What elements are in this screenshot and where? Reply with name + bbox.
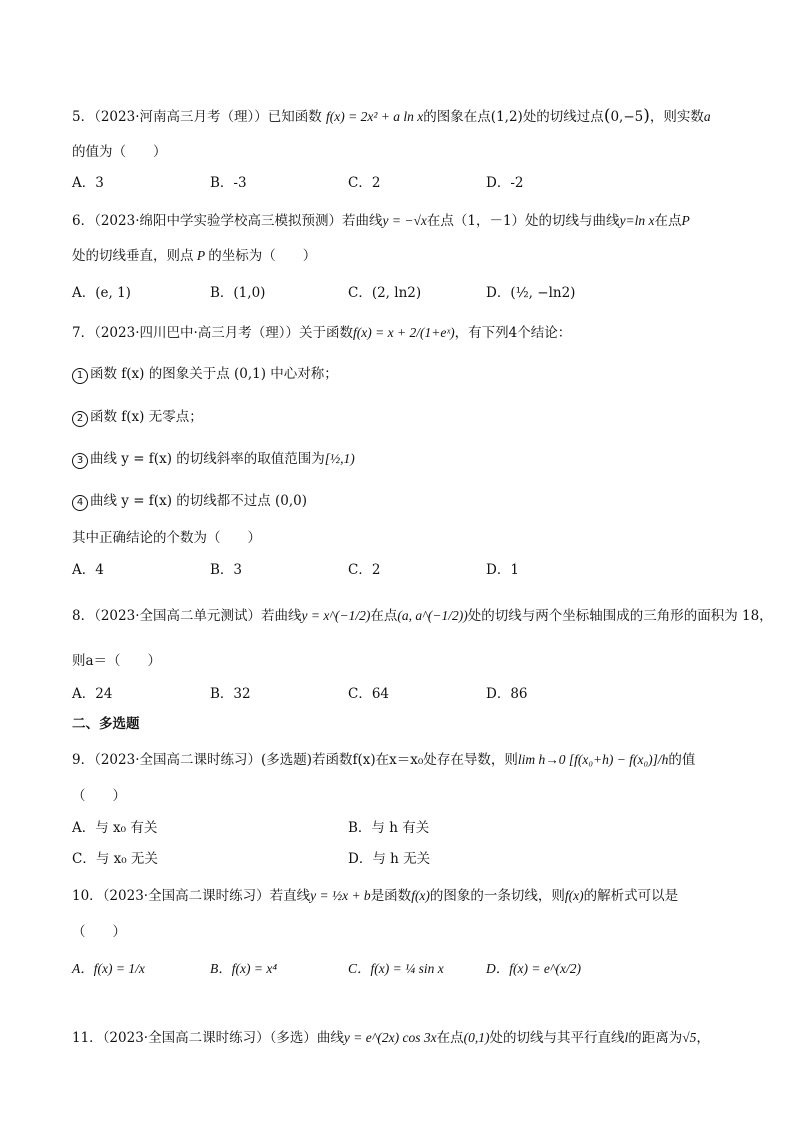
q10-text4: 的图象的一条切线，则 <box>429 888 565 904</box>
q8-text2: 在点 <box>370 608 398 624</box>
q10-text1: 若直线 <box>269 888 311 904</box>
q5-option-a[interactable]: A．3 <box>72 175 104 191</box>
q8-text3: 处的切线与两个坐标轴围成的三角形的面积为 18， <box>467 608 773 624</box>
q9-option-d[interactable]: D．与 h 无关 <box>348 851 431 867</box>
q7-option-c[interactable]: C．2 <box>348 562 381 578</box>
q10-option-d[interactable]: D．f(x) = e^(x/2) <box>486 961 582 976</box>
q8-option-d[interactable]: D．86 <box>486 686 528 702</box>
q8-option-b[interactable]: B．32 <box>210 686 251 702</box>
q11-text2: 在点 <box>436 1030 464 1046</box>
q8-line1 <box>72 606 773 626</box>
q5-text: 已知函数 <box>267 109 322 125</box>
q9-text2: 的值 <box>668 752 696 768</box>
q7-source: （2023·四川巴中·高三月考（理）） <box>94 325 300 341</box>
q11-formula: y = e^(2x) cos 3x <box>343 1030 437 1045</box>
q6-option-d[interactable]: D．(½, −ln2) <box>486 285 576 301</box>
q9-line2: （ ） <box>72 788 126 804</box>
q7-s4-text: 曲线 y = f(x) 的切线都不过点 (0,0) <box>90 493 308 509</box>
q7-option-a[interactable]: A．4 <box>72 562 104 578</box>
q11-text5: ， <box>696 1030 710 1046</box>
q8-line2: 则a＝（ ） <box>72 653 162 669</box>
q11-point: (0,1) <box>463 1030 490 1045</box>
q6-text1: 若曲线 <box>342 213 383 229</box>
q7-statement-2 <box>72 407 203 427</box>
q6-line1 <box>72 211 690 231</box>
circled-1-icon: 1 <box>72 368 88 384</box>
q10-option-b[interactable]: B．f(x) = x⁴ <box>210 961 278 976</box>
q6-var-p: P <box>681 213 690 228</box>
q5-option-d[interactable]: D．-2 <box>486 175 524 191</box>
q11-var: l <box>624 1030 629 1045</box>
q9-text1: 若函数f(x)在x＝x₀处存在导数，则 <box>312 752 518 768</box>
q11-text3: 处的切线与其平行直线 <box>489 1030 625 1046</box>
q7-statement-4 <box>72 491 307 511</box>
q9-line1 <box>72 750 695 770</box>
q7-number: 7． <box>72 325 95 341</box>
q6-option-b[interactable]: B．(1,0) <box>210 285 266 301</box>
q11-text4: 的距离为 <box>628 1030 683 1046</box>
q6-text3: 在点 <box>654 213 682 229</box>
q9-option-b[interactable]: B．与 h 有关 <box>348 820 430 836</box>
q5-point2-val: 0,−5 <box>610 109 644 125</box>
q5-var: a <box>703 109 711 124</box>
q6-text4: 处的切线垂直，则点 <box>72 248 194 264</box>
q5-formula: f(x) = 2x² + a ln x <box>326 109 424 124</box>
q10-number: 10． <box>72 888 103 904</box>
q5-text4: ，则实数 <box>649 109 704 125</box>
q8-text1: 若曲线 <box>261 608 302 624</box>
q11-text1: 曲线 <box>316 1030 344 1046</box>
q7-line1 <box>72 323 571 343</box>
q10-fx: f(x) <box>411 888 430 903</box>
q5-point2-close: ) <box>643 106 650 126</box>
q10-source: （2023·全国高二课时练习） <box>102 888 270 904</box>
section-heading-multi-choice: 二、多选题 <box>72 716 140 732</box>
q8-option-c[interactable]: C．64 <box>348 686 390 702</box>
q5-point1: (1,2) <box>490 109 523 125</box>
q6-number: 6． <box>72 213 95 229</box>
q6-option-c[interactable]: C．(2, ln2) <box>348 285 422 301</box>
q10-text5: 的解析式可以是 <box>583 888 679 904</box>
q5-number: 5． <box>72 109 95 125</box>
q7-option-d[interactable]: D．1 <box>486 562 519 578</box>
q7-s2-text: 函数 f(x) 无零点； <box>90 409 203 425</box>
q5-text3: 处的切线过点 <box>522 109 604 125</box>
q10-fx2: f(x) <box>564 888 584 903</box>
q9-source: （2023·全国高二课时练习）(多选题) <box>94 752 313 768</box>
q7-statement-3 <box>72 449 355 469</box>
q7-text2: ，有下列4个结论： <box>454 325 572 341</box>
q6-option-a[interactable]: A．(e, 1) <box>72 285 131 301</box>
q6-var-p2: P <box>193 248 209 263</box>
q5-line2: 的值为（ ） <box>72 144 167 160</box>
q11-source: （2023·全国高二课时练习）（多选） <box>102 1030 317 1046</box>
q5-point2: ( <box>603 106 611 126</box>
q8-point: (a, a^(−1/2)) <box>397 608 468 623</box>
q10-text2: 是函数 <box>370 888 412 904</box>
q8-formula: y = x^(−1/2) <box>301 608 371 623</box>
q6-line2 <box>72 246 316 266</box>
q6-formula1: y = −√x <box>382 213 427 228</box>
q9-number: 9． <box>72 752 95 768</box>
q7-s1-text: 函数 f(x) 的图象关于点 (0,1) 中心对称； <box>90 366 338 382</box>
q8-source: （2023·全国高二单元测试） <box>94 608 261 624</box>
q5-text2: 的图象在点 <box>423 109 491 125</box>
circled-4-icon: 4 <box>72 495 88 511</box>
q7-text1: 关于函数 <box>299 325 354 341</box>
q5-option-c[interactable]: C．2 <box>348 175 381 191</box>
q7-statement-1 <box>72 364 338 384</box>
q10-formula: y = ½x + b <box>310 888 371 903</box>
circled-2-icon: 2 <box>72 411 88 427</box>
q7-s3-text: 曲线 y = f(x) 的切线斜率的取值范围为 <box>90 451 325 467</box>
q9-formula: lim h→0 [f(x₀+h) − f(x₀)]/h <box>517 752 669 767</box>
q11-line1 <box>72 1028 710 1048</box>
q11-distance: √5 <box>682 1030 697 1045</box>
q6-formula2: y=ln x <box>619 213 655 228</box>
q7-formula: f(x) = x + 2/(1+eˣ) <box>353 325 455 340</box>
q5-source: （2023·河南高三月考（理）） <box>94 109 268 125</box>
q5-line1 <box>72 106 711 127</box>
q7-question: 其中正确结论的个数为（ ） <box>72 530 261 546</box>
q8-option-a[interactable]: A．24 <box>72 686 113 702</box>
q6-text2: 在点（1，－1）处的切线与曲线 <box>426 213 620 229</box>
q6-text5: 的坐标为（ ） <box>208 248 317 264</box>
circled-3-icon: 3 <box>72 453 88 469</box>
q7-s3-interval: [½,1) <box>324 451 355 466</box>
q10-option-c[interactable]: C．f(x) = ¼ sin x <box>348 961 444 976</box>
q10-option-a[interactable]: A．f(x) = 1/x <box>72 961 145 976</box>
q11-number: 11． <box>72 1030 103 1046</box>
q8-number: 8． <box>72 608 95 624</box>
q9-option-c[interactable]: C．与 x₀ 无关 <box>72 851 158 867</box>
q6-source: （2023·绵阳中学实验学校高三模拟预测） <box>94 213 342 229</box>
q10-line1 <box>72 886 678 906</box>
q5-option-b[interactable]: B．-3 <box>210 175 247 191</box>
q7-option-b[interactable]: B．3 <box>210 562 243 578</box>
q10-line2: （ ） <box>72 924 126 940</box>
q9-option-a[interactable]: A．与 x₀ 有关 <box>72 820 158 836</box>
